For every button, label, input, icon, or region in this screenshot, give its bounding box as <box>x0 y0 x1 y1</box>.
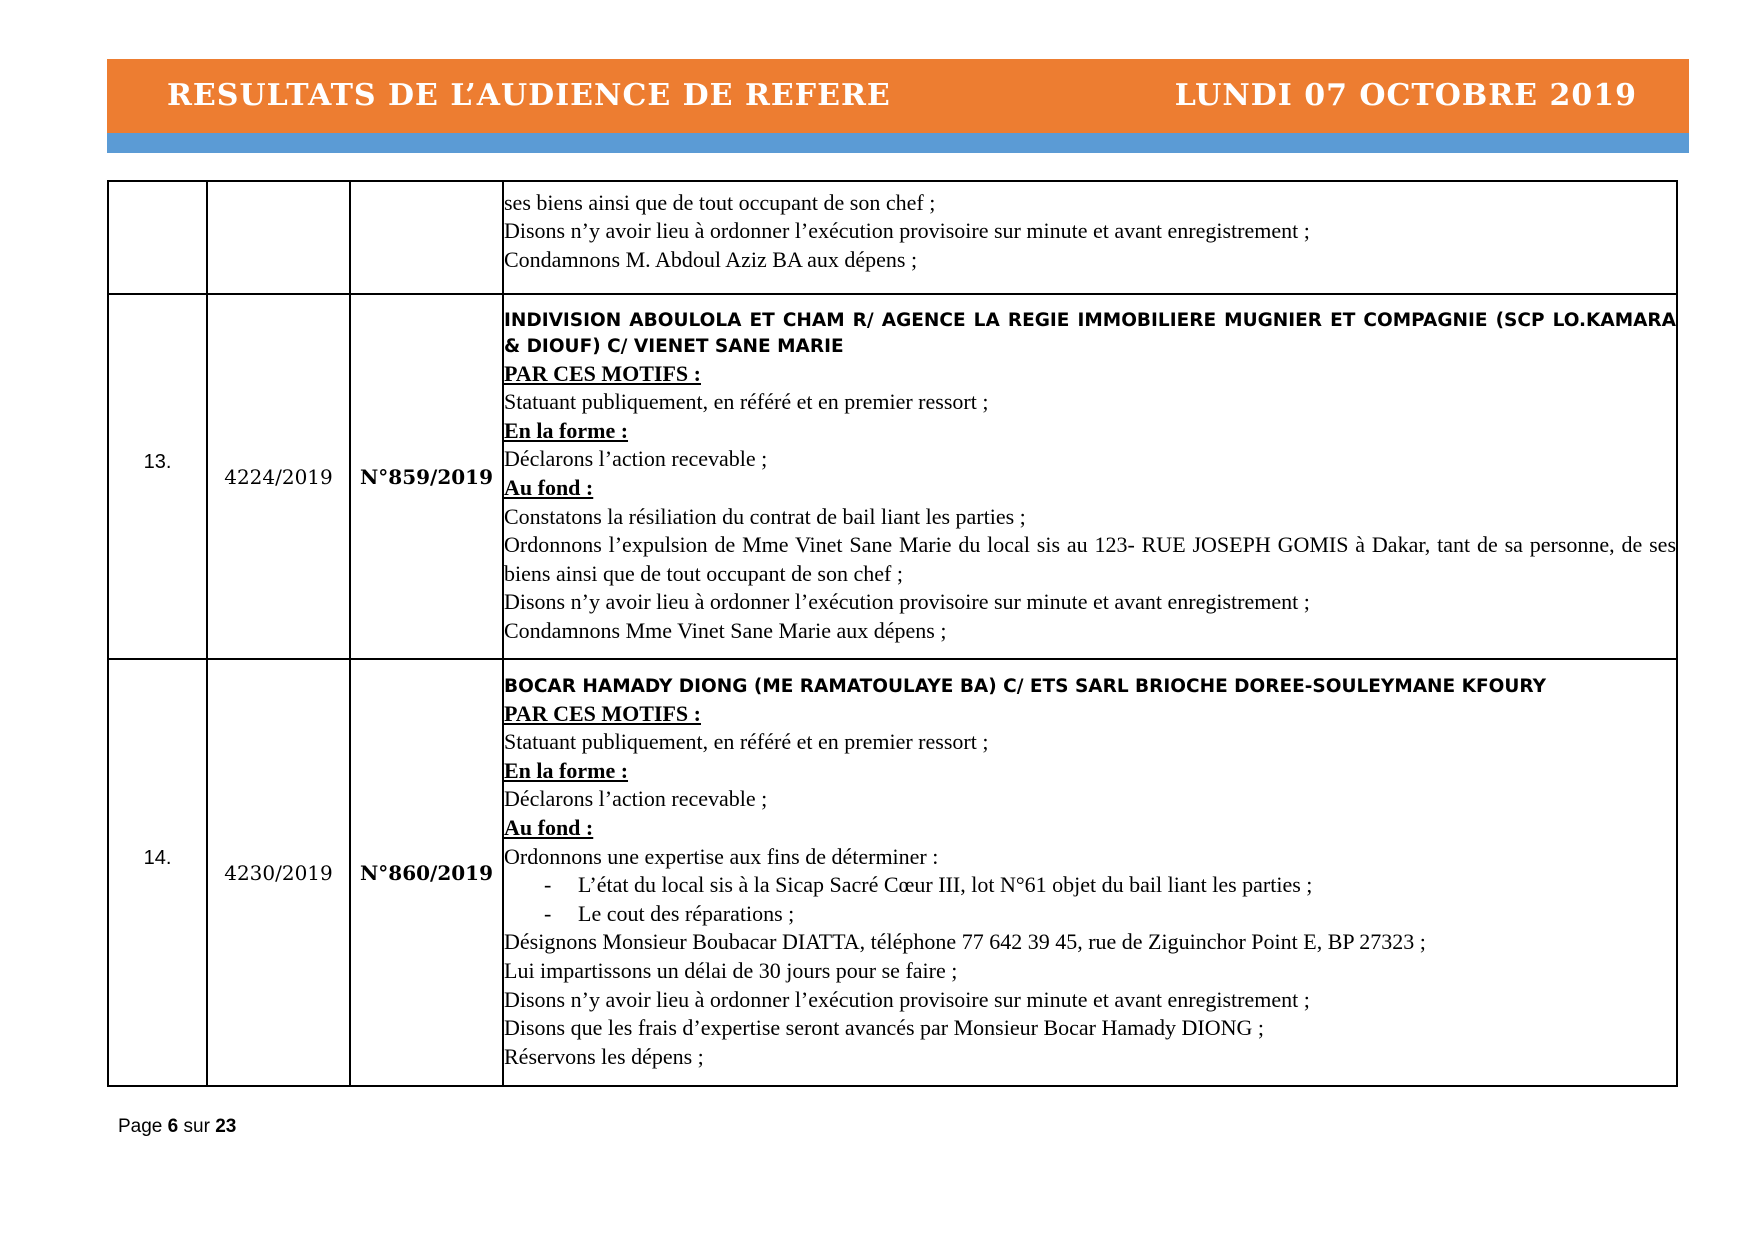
bullet-dash: - <box>544 872 552 898</box>
ruling-line: Disons n’y avoir lieu à ordonner l’exécution provisoire sur minute et avant enregistrement ; <box>504 218 1310 244</box>
bullet-text: L’état du local sis à la Sicap Sacré Cœur III, lot N°61 objet du bail liant les parties ; <box>578 872 1313 898</box>
current-page: 6 <box>167 1116 179 1137</box>
ruling-line: Lui impartissons un délai de 30 jours pour se faire ; <box>504 957 958 983</box>
bullet-dash: - <box>544 900 552 926</box>
page-word: Page <box>118 1116 163 1137</box>
ruling-line: Statuant publiquement, en référé et en premier ressort ; <box>504 389 989 415</box>
bullet-item <box>504 871 1676 900</box>
motifs-heading: PAR CES MOTIFS : <box>504 700 701 726</box>
case-parties: BOCAR HAMADY DIONG (ME RAMATOULAYE BA) C/ ETS SARL BRIOCHE DOREE-SOULEYMANE KFOURY <box>504 675 1546 697</box>
forme-heading: En la forme : <box>504 757 629 783</box>
ruling-line: Ordonnons l’expulsion de Mme Vinet Sane Marie du local sis au 123- RUE JOSEPH GOMIS à Dakar, tant de sa personne, de ses biens ainsi que de tout occupant de son chef ; <box>504 532 1676 586</box>
bullet-text: Le cout des réparations ; <box>578 900 795 926</box>
ruling-line: Ordonnons une expertise aux fins de déterminer : <box>504 843 939 869</box>
ruling-line: Disons n’y avoir lieu à ordonner l’exécution provisoire sur minute et avant enregistrement ; <box>504 986 1310 1012</box>
table-row <box>108 659 1677 1086</box>
decision-number: N°859/2019 <box>350 294 503 659</box>
ruling-line: Statuant publiquement, en référé et en premier ressort ; <box>504 729 989 755</box>
number-cell <box>108 659 207 1086</box>
total-pages: 23 <box>215 1116 237 1137</box>
forme-heading: En la forme : <box>504 417 629 443</box>
table-row <box>108 294 1677 659</box>
ruling-line: Constatons la résiliation du contrat de bail liant les parties ; <box>504 503 1026 529</box>
ruling-line: ses biens ainsi que de tout occupant de son chef ; <box>504 189 936 215</box>
rulings-table <box>107 180 1678 1087</box>
ruling-line: Disons n’y avoir lieu à ordonner l’exécution provisoire sur minute et avant enregistrement ; <box>504 589 1310 615</box>
case-number: 14. <box>143 847 172 869</box>
ruling-line: Condamnons M. Abdoul Aziz BA aux dépens ; <box>504 246 918 272</box>
table-row <box>108 181 1677 294</box>
motifs-heading: PAR CES MOTIFS : <box>504 360 701 386</box>
role-cell <box>207 181 350 294</box>
ruling-line: Désignons Monsieur Boubacar DIATTA, téléphone 77 642 39 45, rue de Ziguinchor Point E, BP 27323 ; <box>504 929 1426 955</box>
number-cell <box>108 294 207 659</box>
decision-cell <box>350 181 503 294</box>
decision-number: N°860/2019 <box>350 659 503 1086</box>
case-parties: INDIVISION ABOULOLA ET CHAM R/ AGENCE LA REGIE IMMOBILIERE MUGNIER ET COMPAGNIE (SCP LO.KAMARA & DIOUF) C/ VIENET SANE MARIE <box>504 309 1676 357</box>
ruling-line: Déclarons l’action recevable ; <box>504 786 768 812</box>
ruling-text-cell <box>503 181 1677 294</box>
bullet-item <box>504 900 1676 929</box>
ruling-text-cell <box>503 659 1677 1086</box>
header-banner <box>107 59 1689 133</box>
ruling-line: Disons que les frais d’expertise seront avancés par Monsieur Bocar Hamady DIONG ; <box>504 1015 1264 1041</box>
fond-heading: Au fond : <box>504 474 594 500</box>
number-cell <box>108 181 207 294</box>
page-title: RESULTATS DE L’AUDIENCE DE REFERE <box>167 78 891 113</box>
ruling-line: Condamnons Mme Vinet Sane Marie aux dépens ; <box>504 617 947 643</box>
ruling-text-cell <box>503 294 1677 659</box>
role-number: 4224/2019 <box>207 294 350 659</box>
fond-heading: Au fond : <box>504 815 594 841</box>
page-footer <box>118 1116 236 1138</box>
header-stripe <box>107 133 1689 153</box>
role-number: 4230/2019 <box>207 659 350 1086</box>
ruling-line: Déclarons l’action recevable ; <box>504 446 768 472</box>
of-word: sur <box>183 1116 210 1137</box>
case-number: 13. <box>143 451 172 473</box>
hearing-date: LUNDI 07 OCTOBRE 2019 <box>1174 78 1637 113</box>
ruling-line: Réservons les dépens ; <box>504 1043 704 1069</box>
